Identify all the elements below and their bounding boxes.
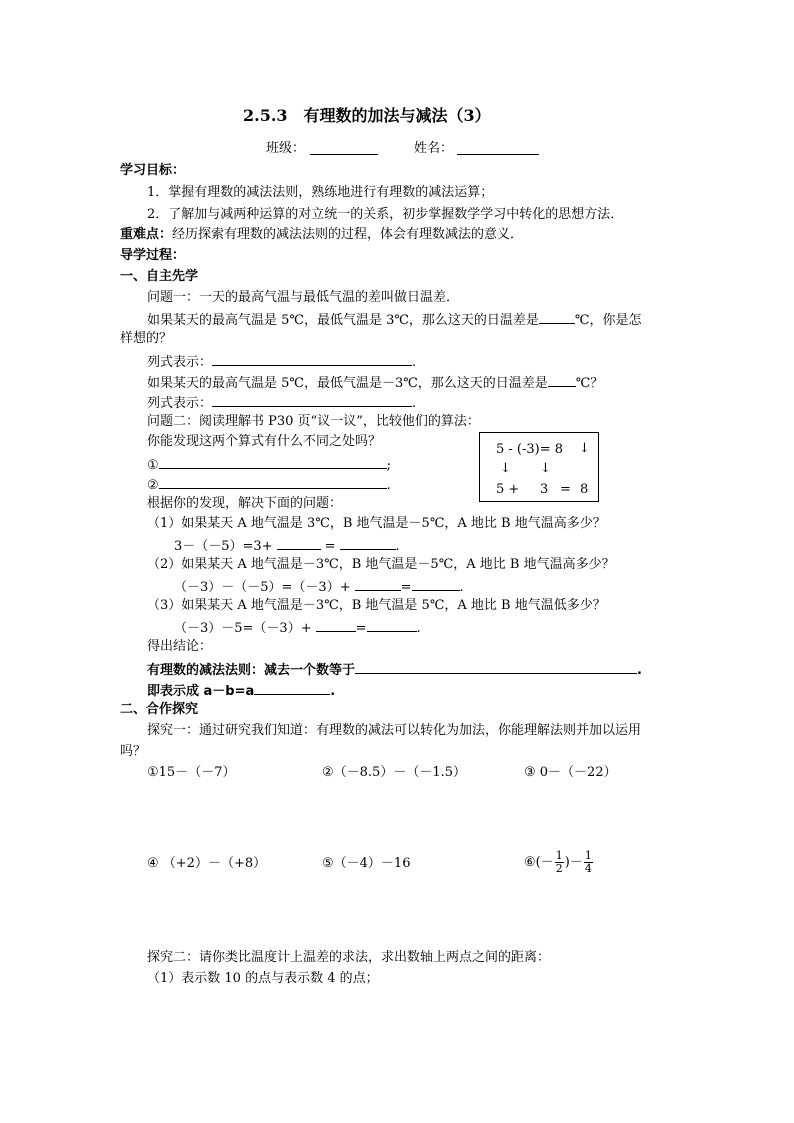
- subtraction-rule: 有理数的减法法则：减去一个数等于: [147, 663, 356, 678]
- punctuation: ;: [386, 458, 392, 473]
- denominator: 4: [584, 862, 592, 875]
- equals-sign: =: [355, 621, 367, 636]
- class-field[interactable]: [310, 140, 378, 155]
- key-points-label: 重难点：: [120, 227, 173, 242]
- explore-text: （1）表示数 10 的点与表示数 4 的点；: [147, 971, 379, 986]
- answer-blank[interactable]: [212, 392, 412, 407]
- punctuation: .: [395, 539, 400, 554]
- question-text: 问题二：阅读理解书 P30 页“议一议”，比较他们的算法：: [147, 414, 480, 429]
- explore-text: 吗？: [120, 744, 147, 759]
- answer-blank[interactable]: [159, 454, 387, 469]
- conclusion-label: 得出结论：: [147, 639, 213, 654]
- box-row-2-result: 8: [580, 482, 589, 497]
- comparison-box: [479, 432, 599, 502]
- key-points-text: 经历探索有理数的减法法则的过程，体会有理数减法的意义．: [172, 227, 524, 242]
- problem-text: （1）如果某天 A 地气温是 3℃，B 地气温是－5℃，A 地比 B 地气温高多少？: [147, 516, 606, 531]
- instruction-text: 根据你的发现，解决下面的问题：: [147, 496, 343, 511]
- formula-label: 列式表示：: [147, 355, 213, 370]
- punctuation: .: [330, 684, 336, 699]
- box-row-2-plus: 5 +: [496, 482, 520, 497]
- exercise-item: [524, 848, 594, 878]
- answer-blank[interactable]: [355, 659, 637, 674]
- punctuation: .: [416, 621, 421, 636]
- box-row-2-eq: =: [560, 482, 571, 497]
- exercise-item: ①15－（－7）: [147, 765, 236, 780]
- answer-blank[interactable]: [254, 680, 330, 695]
- arrow-down-icon: ↓: [500, 461, 511, 476]
- answer-blank[interactable]: [316, 617, 356, 632]
- equals-sign: =: [400, 580, 412, 595]
- objective-item: 2．了解加与减两种运算的对立统一的关系，初步掌握数学学习中转化的思想方法．: [147, 207, 624, 222]
- punctuation: .: [412, 396, 417, 411]
- problem-text: （3）如果某天 A 地气温是－3℃，B 地气温是 5℃，A 地比 B 地气温低多少？: [147, 598, 606, 613]
- fraction: [584, 850, 593, 875]
- name-field[interactable]: [457, 140, 539, 155]
- box-row-1: 5 - (-3)= 8: [496, 442, 564, 457]
- equation: （－3）－（－5）=（－3）+: [174, 580, 351, 595]
- punctuation: .: [637, 663, 642, 678]
- equation: （－3）－5=（－3）+: [174, 621, 312, 636]
- explore-text: 探究二：请你类比温度计上温差的求法，求出数轴上两点之间的距离：: [147, 950, 551, 965]
- explore-text: 探究一：通过研究我们知道：有理数的减法可以转化为加法，你能理解法则并加以运用: [147, 723, 642, 738]
- exercise-item: ④ （+2）－（+8）: [147, 856, 267, 871]
- process-heading: 导学过程：: [120, 248, 186, 263]
- answer-blank[interactable]: [355, 576, 401, 591]
- exercise-part: ⑥(－: [524, 855, 554, 870]
- question-text: 如果某天的最高气温是 5℃，最低气温是 3℃，那么这天的日温差是: [147, 313, 539, 328]
- equation: 3－（－5）=3+: [174, 539, 273, 554]
- question-text: 如果某天的最高气温是 5℃，最低气温是－3℃，那么这天的日温差是: [147, 376, 548, 391]
- section-heading: 二、合作探究: [120, 702, 199, 717]
- question-text: 样想的？: [120, 331, 173, 346]
- equals-sign: =: [324, 539, 336, 554]
- answer-blank[interactable]: [548, 372, 576, 387]
- answer-blank[interactable]: [412, 576, 460, 591]
- fraction: [555, 850, 564, 875]
- arrow-down-icon: ↓: [540, 461, 551, 476]
- circle-number: ①: [147, 458, 159, 473]
- exercise-part: )－: [564, 855, 583, 870]
- problem-text: （2）如果某天 A 地气温是－3℃，B 地气温是－5℃，A 地比 B 地气温高多少？: [147, 557, 615, 572]
- question-text: ℃？: [575, 376, 604, 391]
- numerator: 1: [555, 849, 563, 862]
- name-label: 姓名：: [414, 141, 454, 156]
- question-text: 问题一：一天的最高气温与最低气温的差叫做日温差．: [147, 290, 460, 305]
- exercise-item: ②（－8.5）－（－1.5）: [322, 765, 467, 780]
- formula-label: 列式表示：: [147, 396, 213, 411]
- answer-blank[interactable]: [340, 535, 396, 550]
- question-text: ℃，你是怎: [574, 313, 642, 328]
- arrow-down-icon: ↓: [579, 441, 590, 456]
- section-heading: 一、自主先学: [120, 269, 199, 284]
- punctuation: .: [412, 355, 417, 370]
- box-row-2-num: 3: [540, 482, 549, 497]
- circle-number: ②: [147, 478, 159, 493]
- answer-blank[interactable]: [367, 617, 417, 632]
- question-text: 你能发现这两个算式有什么不同之处吗？: [147, 434, 382, 449]
- exercise-item: ⑤（－4）－16: [322, 856, 411, 871]
- objectives-heading: 学习目标：: [120, 163, 186, 178]
- answer-blank[interactable]: [212, 351, 412, 366]
- objective-item: 1．掌握有理数的减法法则，熟练地进行有理数的减法运算；: [147, 185, 494, 200]
- answer-blank[interactable]: [539, 309, 575, 324]
- exercise-item: ③ 0－（－22）: [524, 765, 617, 780]
- denominator: 2: [555, 862, 563, 875]
- answer-blank[interactable]: [159, 474, 387, 489]
- punctuation: .: [386, 478, 391, 493]
- punctuation: .: [459, 580, 464, 595]
- page-title: 2.5.3 有理数的加法与减法（3）: [243, 106, 491, 125]
- class-label: 班级：: [266, 141, 306, 156]
- rule-formula: 即表示成 a－b=a: [147, 684, 255, 699]
- numerator: 1: [584, 849, 592, 862]
- answer-blank[interactable]: [277, 535, 321, 550]
